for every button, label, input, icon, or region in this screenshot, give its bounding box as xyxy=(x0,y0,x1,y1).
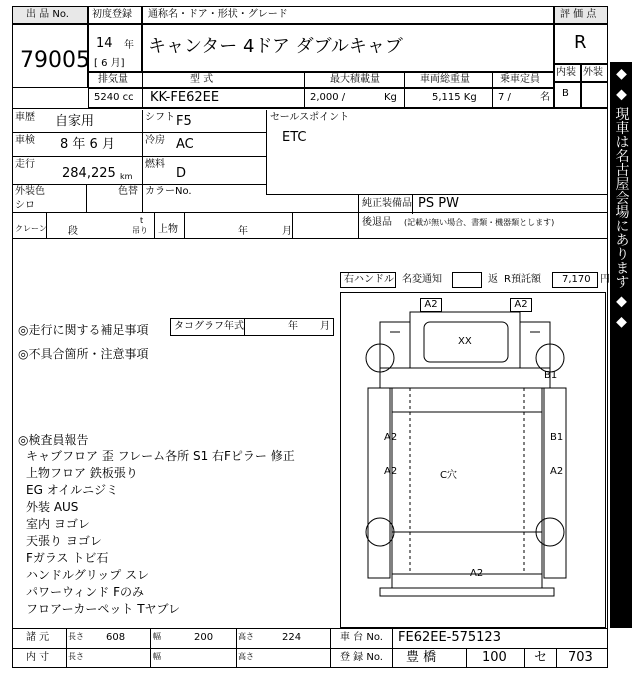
genuine-equip-label: 純正装備品 xyxy=(362,198,412,209)
inspector-line: EG オイルニジミ xyxy=(26,483,119,497)
inspection-label: 車検 xyxy=(15,135,35,146)
inspection: 8 年 6 月 xyxy=(60,137,115,152)
plate-return-label: 返 xyxy=(488,274,498,285)
ac: AC xyxy=(176,137,194,152)
tacho-month: 月 xyxy=(320,321,330,332)
displacement: 5240 cc xyxy=(94,92,134,103)
sales-points: ETC xyxy=(282,130,307,145)
score-value: R xyxy=(574,32,587,53)
car-name: キャンター 4ドア ダブルキャブ xyxy=(148,36,403,57)
inspector-title: ◎検査員報告 xyxy=(18,433,89,447)
upper-label: 上物 xyxy=(158,224,178,235)
first-reg-year-unit: 年 xyxy=(124,40,134,51)
mark-cab: XX xyxy=(458,336,472,347)
first-reg-label: 初度登録 xyxy=(92,9,132,20)
inspector-line: フロアーカーペット Tヤブレ xyxy=(26,602,181,616)
in-height-label: 高さ xyxy=(238,652,254,661)
exterior-score-label: 外装 xyxy=(583,67,603,78)
max-load: 2,000 / xyxy=(310,92,346,103)
capacity: 7 / xyxy=(498,92,511,103)
tacho-year: 年 xyxy=(288,321,298,332)
model-name-label: 通称名・ドア・形状・グレード xyxy=(148,9,288,20)
ac-label: 冷房 xyxy=(145,135,165,146)
recycle-unit: 円 xyxy=(600,274,610,285)
inspector-line: キャブフロア 歪 フレーム各所 S1 右Fピラー 修正 xyxy=(26,449,295,463)
shift: F5 xyxy=(176,114,192,129)
supp-title: ◎走行に関する補足事項 xyxy=(18,323,149,337)
lot-no: 79005 xyxy=(20,48,90,73)
mark-right-mid: B1 xyxy=(550,432,564,443)
crane-t: t xyxy=(140,216,144,225)
chassis: FE62EE-575123 xyxy=(398,630,501,645)
capacity-unit: 名 xyxy=(540,92,550,103)
mark-left-mid: A2 xyxy=(384,432,398,443)
dims-label: 諸 元 xyxy=(26,632,50,643)
inspector-line: パワーウィンド Fのみ xyxy=(26,585,144,599)
inspector-line: Fガラス トビ石 xyxy=(26,551,109,565)
length-label: 長さ xyxy=(68,632,84,641)
reg-class: 100 xyxy=(482,650,507,665)
width-label: 幅 xyxy=(153,632,161,641)
shift-label: シフト xyxy=(145,112,175,123)
name-change-box xyxy=(452,272,482,288)
mark-b1-upper: B1 xyxy=(544,370,558,381)
crane-hang: 吊り xyxy=(132,226,148,235)
recycle-label: R預託額 xyxy=(504,274,541,285)
width: 200 xyxy=(194,632,214,643)
recycle-amount: 7,170 xyxy=(562,274,591,285)
aftermarket-note: (記載が無い場合、書類・機器類とします) xyxy=(404,218,555,227)
mark-front-right: A2 xyxy=(510,298,532,312)
mileage: 284,225 xyxy=(62,166,116,181)
reg-label: 登 録 No. xyxy=(340,652,383,663)
mark-front-left: A2 xyxy=(420,298,442,312)
model-code: KK-FE62EE xyxy=(150,90,220,105)
inspector-line: 室内 ヨゴレ xyxy=(26,517,90,531)
reg-area: 豊 橋 xyxy=(406,650,437,665)
mark-left-lower: A2 xyxy=(384,466,398,477)
genuine-equip: PS PW xyxy=(418,196,459,211)
exterior-score-cell xyxy=(581,82,608,108)
color-change-label: 色替 xyxy=(118,186,138,197)
color-no-label: カラーNo. xyxy=(145,186,192,197)
first-reg-year: 14 xyxy=(96,36,113,51)
tacho-label: タコグラフ年式 xyxy=(174,321,244,332)
name-change-label: 名変通知 xyxy=(402,274,442,285)
upper-year: 年 xyxy=(238,226,248,237)
lot-no-label: 出 品 No. xyxy=(26,9,69,20)
inspector-line: 外装 AUS xyxy=(26,500,79,514)
mileage-unit: km xyxy=(120,172,133,181)
fuel: D xyxy=(176,166,187,181)
height: 224 xyxy=(282,632,302,643)
gross-weight-label: 車両総重量 xyxy=(420,74,470,85)
score-label: 評 価 点 xyxy=(560,9,597,20)
fuel-label: 燃料 xyxy=(145,159,165,170)
history: 自家用 xyxy=(55,114,95,129)
inspector-line: ハンドルグリップ スレ xyxy=(26,568,150,582)
reg-num: 703 xyxy=(568,650,593,665)
mileage-label: 走行 xyxy=(15,159,35,170)
interior-dims-label: 内 寸 xyxy=(26,652,50,663)
mark-rear: A2 xyxy=(470,568,484,579)
spec-label-row xyxy=(88,72,554,88)
interior-score: B xyxy=(562,88,569,99)
upper-month: 月 xyxy=(282,226,292,237)
crane-stage: 段 xyxy=(68,226,78,237)
mark-center: C穴 xyxy=(440,470,457,481)
inspector-line: 上物フロア 鉄板張り xyxy=(26,466,138,480)
ext-color: シロ xyxy=(15,200,35,211)
ext-color-label: 外装色 xyxy=(15,186,45,197)
steering: 右ハンドル xyxy=(344,274,394,285)
displacement-label: 排気量 xyxy=(98,74,128,85)
max-load-unit: Kg xyxy=(384,92,397,103)
reg-kana: セ xyxy=(534,650,548,665)
gross-weight: 5,115 Kg xyxy=(432,92,477,103)
mark-right-lower: A2 xyxy=(550,466,564,477)
in-length-label: 長さ xyxy=(68,652,84,661)
side-banner-text: ◆ ◆ 現車は名古屋会場にあります ◆ ◆ xyxy=(613,66,630,330)
first-reg-month: [ 6 月] xyxy=(94,58,125,69)
inspector-line: 天張り ヨゴレ xyxy=(26,534,102,548)
side-banner xyxy=(610,62,632,628)
aftermarket-label: 後退品 xyxy=(362,217,392,228)
crane-label: クレーン xyxy=(15,224,47,233)
history-label: 車歴 xyxy=(15,112,35,123)
max-load-label: 最大積載量 xyxy=(330,74,380,85)
model-label: 型 式 xyxy=(190,74,214,85)
defect-title: ◎不具合箇所・注意事項 xyxy=(18,347,149,361)
sales-points-label: セールスポイント xyxy=(270,112,350,123)
interior-score-label: 内装 xyxy=(556,67,576,78)
height-label: 高さ xyxy=(238,632,254,641)
in-width-label: 幅 xyxy=(153,652,161,661)
capacity-label: 乗車定員 xyxy=(500,74,540,85)
length: 608 xyxy=(106,632,126,643)
chassis-label: 車 台 No. xyxy=(340,632,383,643)
